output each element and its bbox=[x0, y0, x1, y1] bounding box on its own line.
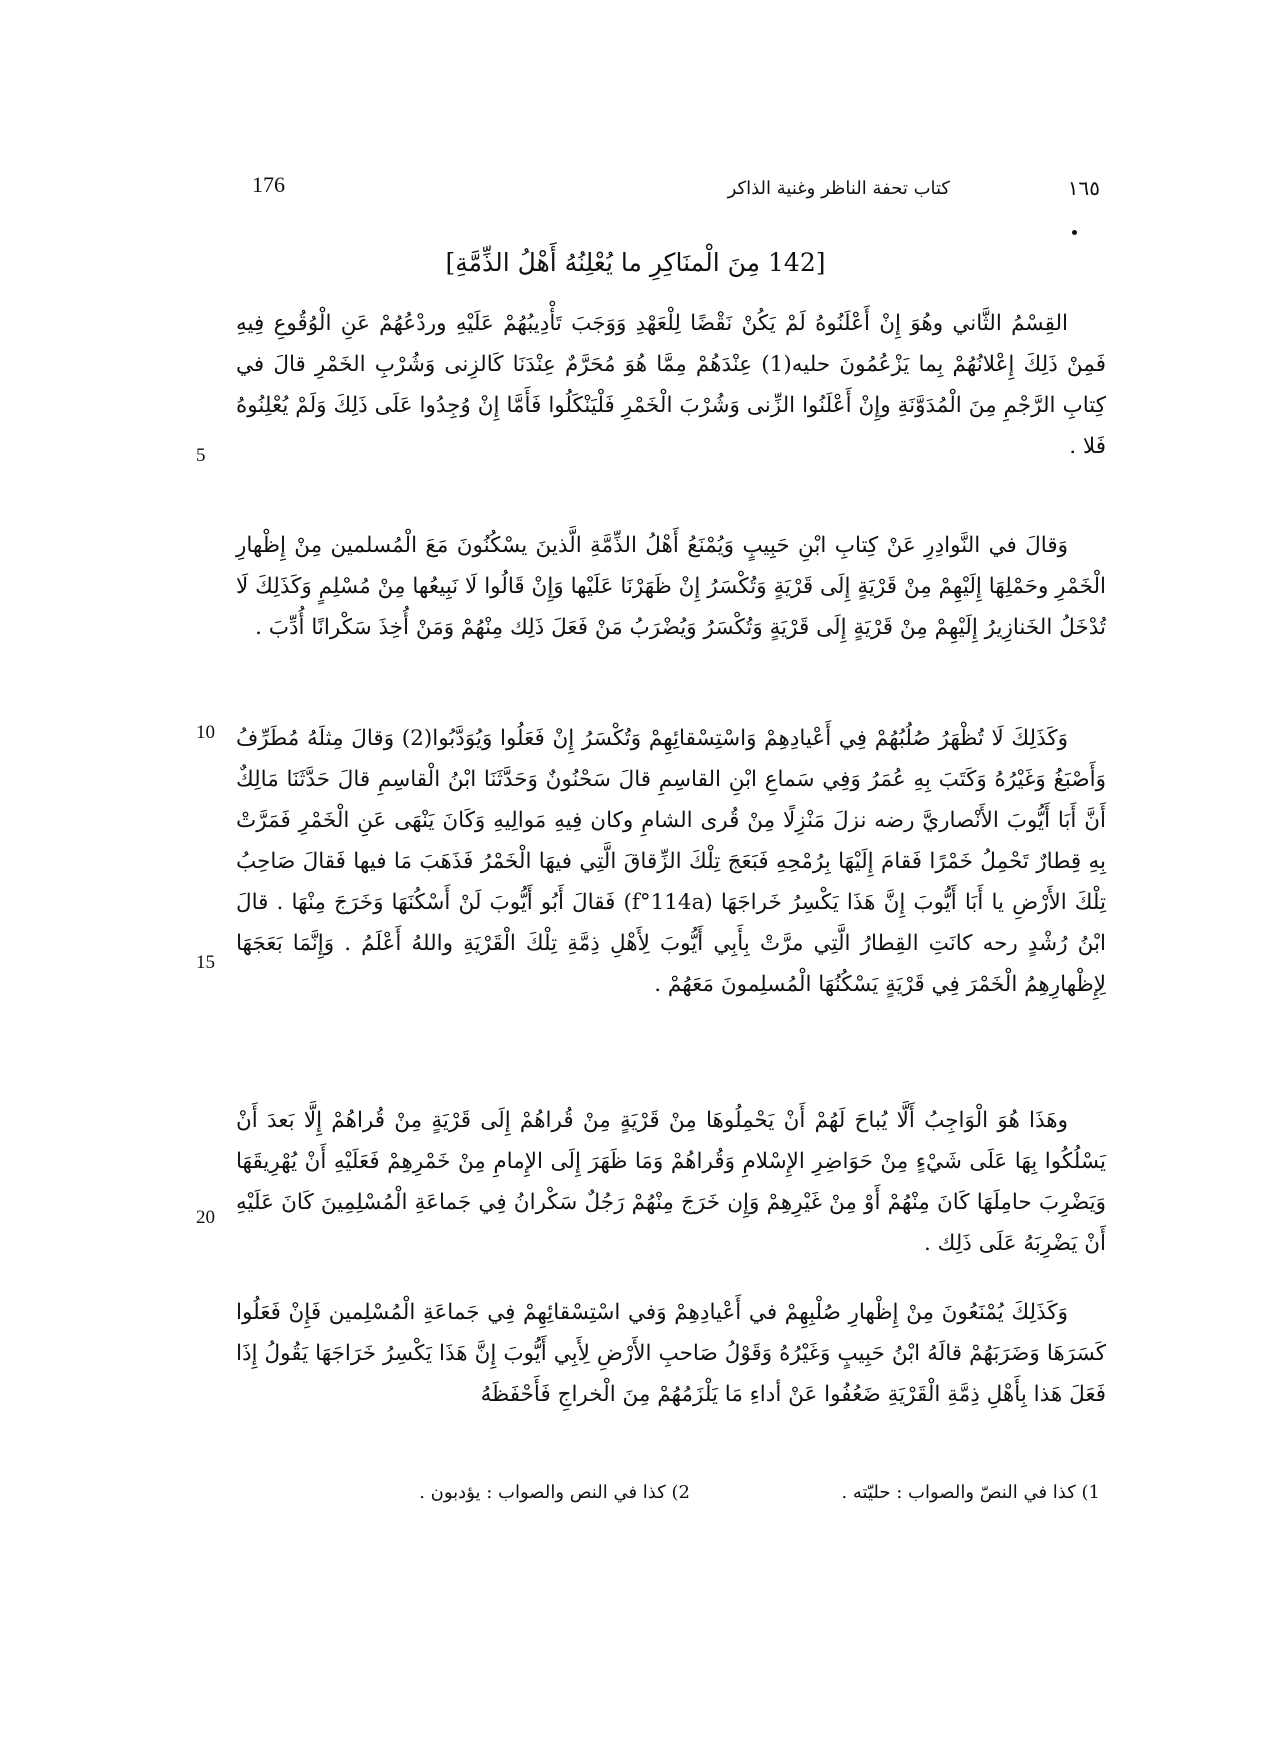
section-heading: [142 مِنَ الْمنَاكِرِ ما يُعْلِنُهُ أَهْلُ الذِّمَّةِ] bbox=[445, 248, 826, 277]
paragraph-text: وهَذَا هُوَ الْوَاجِبُ أَلَّا يُباحَ لَهُمْ أَنْ يَحْمِلُوهَا مِنْ قَرْيَةٍ مِنْ قُراهُمْ إِلَى قَرْيَةٍ مِنْ قُراهُمْ إِلَّا بَعدَ أَنْ يَسْلُكُوا بِهَا عَلَى شَيْءٍ مِنْ حَوَاضِرِ الإِسْلامِ وَقُراهُمْ وَمَا ظَهَرَ إِلَى الإِمامِ مِنْ خَمْرِهِمْ فَعَلَيْهِ أَنْ يُهْرِيقَهَا وَيَضْرِبَ حامِلَهَا كَانَ مِنْهُمْ أَوْ مِنْ غَيْرِهِمْ وَإِن خَرَجَ مِنْهُمْ رَجُلٌ سَكْرانُ فِي جَماعَةِ الْمُسْلِمِينَ كَانَ عَلَيْهِ أَنْ يَضْرِبَهُ عَلَى ذَلِك . bbox=[236, 1108, 1106, 1256]
page-number-latin: 176 bbox=[252, 172, 285, 197]
running-title: كتاب تحفة الناظر وغنية الذاكر bbox=[727, 178, 950, 199]
line-number-20: 20 bbox=[196, 1207, 215, 1228]
paragraph-1 bbox=[236, 303, 1106, 467]
paragraph-5 bbox=[236, 1292, 1106, 1415]
paragraph-2 bbox=[236, 525, 1106, 648]
paragraph-3 bbox=[236, 718, 1106, 1005]
paragraph-4 bbox=[236, 1100, 1106, 1264]
page-number-arabic: ١٦٥ bbox=[1067, 176, 1100, 200]
line-number-5: 5 bbox=[196, 445, 206, 466]
footnote-2: 2) كذا في النص والصواب : يؤدبون . bbox=[419, 1482, 690, 1503]
paragraph-text: القِسْمُ الثَّاني وهُوَ إِنْ أَعْلَنُوهُ لَمْ يَكُنْ نَقْضًا لِلْعَهْدِ وَوَجَبَ تَأْدِيبُهُمْ عَلَيْهِ وردْعُهُمْ عَنِ الْوُقُوعِ فِيهِ فَمِنْ ذَلِكَ إِعْلانُهُمْ بِما يَزْعُمُونَ حليه(1) عِنْدَهُمْ مِمَّا هُوَ مُحَرَّمٌ عِنْدَنَا كَالزِنى وَشُرْبِ الخَمْرِ قالَ في كِتابِ الرَّجْمِ مِنَ الْمُدَوَّنَةِ وإِنْ أَعْلَنُوا الزِّنى وَشُرْبَ الْخَمْرِ فَلْيَنْكَلُوا فَأَمَّا إِنْ وُجِدُوا عَلَى ذَلِكَ وَلَمْ يُعْلِنُوهُ فَلا . bbox=[236, 311, 1106, 459]
footnote-1: 1) كذا في النصّ والصواب : حليّته . bbox=[841, 1482, 1100, 1503]
line-number-10: 10 bbox=[196, 722, 215, 743]
ink-dot bbox=[1072, 230, 1077, 235]
paragraph-text: وَكَذَلِكَ لَا تُظْهَرُ صُلُبُهُمْ فِي أَعْيادِهِمْ وَاسْتِسْقائِهِمْ وَتُكْسَرُ إِنْ فَعَلُوا وَيُوَدَّبُوا(2) وَقالَ مِثلَهُ مُطَرِّفُ وَأَصْبَغُ وَغَيْرُهُ وَكَتَبَ بِهِ عُمَرُ وَفِي سَماعِ ابْنِ القاسِمِ قالَ سَحْنُونٌ وَحَدَّثَنَا ابْنُ الْقاسِمِ قالَ حَدَّثَنَا مَالِكٌ أَنَّ أَبَا أَيُّوبَ الأَنْصاريَّ رضه نزلَ مَنْزِلًا مِنْ قُرى الشامِ وكان فِيهِ مَوالِيهِ وَكَانَ يَنْهَى عَنِ الْخَمْرِ فَمَرَّتْ بِهِ قِطارٌ تَحْمِلُ خَمْرًا فَقامَ إِلَيْهَا بِرُمْحِهِ فَبَعَجَ تِلْكَ الزِّقاقَ الَّتِي فيهَا الْخَمْرُ فَذَهَبَ مَا فيها فَقالَ صَاحِبُ تِلْكَ الأَرْضِ يا أَبَا أَيُّوبَ إِنَّ هَذَا يَكْسِرُ خَراجَهَا (f°114a) فَقالَ أَبُو أَيُّوبَ لَنْ أَسْكُنَهَا وَخَرَجَ مِنْهَا . قالَ ابْنُ رُشْدٍ رحه كانَتِ القِطارُ الَّتِي مرَّتْ بِأَبِي أَيُّوبَ لِأَهْلِ ذِمَّةِ تِلْكَ الْقَرْيَةِ واللهُ أَعْلَمُ . وَإِنَّمَا بَعَجَهَا لِإِظْهارِهِمُ الْخَمْرَ فِي قَرْيَةٍ يَسْكُنُهَا الْمُسلِمونَ مَعَهُمْ . bbox=[236, 726, 1107, 997]
line-number-15: 15 bbox=[196, 952, 215, 973]
paragraph-text: وَكَذَلِكَ يُمْنَعُونَ مِنْ إِظْهارِ صُلْبِهِمْ في أَعْيادِهِمْ وَفي اسْتِسْقائِهِمْ فِي جَماعَةِ الْمُسْلِمين فَإِنْ فَعَلُوا كَسَرَهَا وَضَرَبَهُمْ قالَهُ ابْنُ حَبِيبٍ وَغَيْرُهُ وَقَوْلُ صَاحبِ الأَرْضِ لِأَبِي أَيُّوبَ إِنَّ هَذَا يَكْسِرُ خَرَاجَهَا يَقُولُ إِذَا فَعَلَ هَذا بِأَهْلِ ذِمَّةِ الْقَرْيَةِ ضَعُفُوا عَنْ أداءِ مَا يَلْزَمُهُمْ مِنَ الْخراجِ فَأَحْفَظَهُ bbox=[236, 1300, 1106, 1407]
page-header bbox=[230, 172, 1100, 212]
footnotes bbox=[330, 1482, 1100, 1516]
paragraph-text: وَقالَ في النَّوادِرِ عَنْ كِتابِ ابْنِ حَبِيبٍ وَيُمْنَعُ أَهْلُ الذِّمَّةِ الَّذينَ يسْكُنُونَ مَعَ الْمُسلمين مِنْ إِظْهارِ الْخَمْرِ وحَمْلِهَا إِلَيْهِمْ مِنْ قَرْيَةٍ إِلَى قَرْيَةٍ وَتُكْسَرُ إِنْ ظَهَرْنَا عَلَيْها وَإِنْ قَالُوا لَا نَبِيعُها مِنْ مُسْلِمٍ وَكَذَلِكَ لَا تُدْخَلُ الخَنازِيرُ إِلَيْهِمْ مِنْ قَرْيَةٍ إِلَى قَرْيَةٍ وَتُكْسَرُ وَيُضْرَبُ مَنْ فَعَلَ ذَلِك مِنْهُمْ وَمَنْ أُخِذَ سَكْرانًا أُدِّبَ . bbox=[236, 533, 1106, 640]
